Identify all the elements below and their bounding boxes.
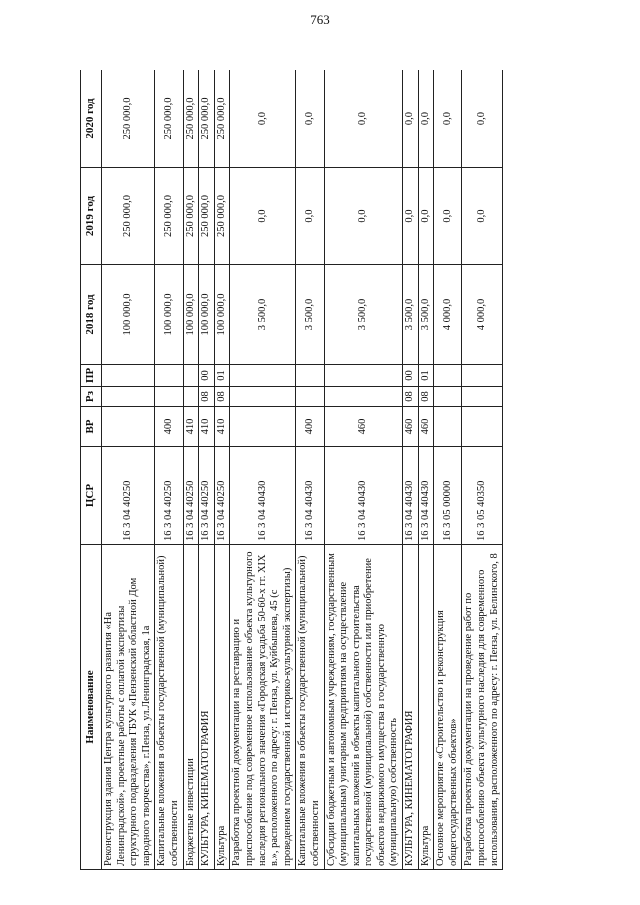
cell-2019: 250 000,0 xyxy=(102,168,155,265)
cell-2018: 100 000,0 xyxy=(155,265,183,365)
cell-vr: 460 xyxy=(418,407,434,447)
cell-2019: 0,0 xyxy=(296,168,324,265)
cell-name: Культура xyxy=(214,545,230,870)
cell-csr: 16 3 04 40250 xyxy=(199,447,215,545)
cell-pr xyxy=(324,365,403,387)
cell-name: Разработка проектной документации на проведение работ по приспособлению объекта культурного наследия для современного использования, расположенного по адресу: г. Пенза, ул. Белинского, 8 xyxy=(462,545,503,870)
table-row xyxy=(403,70,419,870)
cell-csr: 16 3 04 40250 xyxy=(102,447,155,545)
cell-rz xyxy=(324,387,403,407)
cell-name: КУЛЬТУРА, КИНЕМАТОГРАФИЯ xyxy=(199,545,215,870)
cell-vr xyxy=(462,407,503,447)
cell-pr xyxy=(434,365,462,387)
cell-vr: 410 xyxy=(183,407,199,447)
cell-rz xyxy=(102,387,155,407)
cell-2018: 3 500,0 xyxy=(324,265,403,365)
cell-vr xyxy=(102,407,155,447)
cell-rz: 08 xyxy=(199,387,215,407)
cell-csr: 16 3 05 40350 xyxy=(462,447,503,545)
cell-2020: 0,0 xyxy=(230,70,296,168)
cell-2018: 3 500,0 xyxy=(403,265,419,365)
table-row xyxy=(155,70,183,870)
cell-pr: 00 xyxy=(403,365,419,387)
table-row xyxy=(230,70,296,870)
cell-2020: 250 000,0 xyxy=(102,70,155,168)
cell-2018: 3 500,0 xyxy=(296,265,324,365)
cell-name: КУЛЬТУРА, КИНЕМАТОГРАФИЯ xyxy=(403,545,419,870)
table-row xyxy=(183,70,199,870)
page-number: 763 xyxy=(310,12,330,27)
header-2019: 2019 год xyxy=(81,168,102,265)
cell-2018: 3 500,0 xyxy=(230,265,296,365)
cell-2019: 0,0 xyxy=(324,168,403,265)
cell-csr: 16 3 04 40430 xyxy=(230,447,296,545)
header-pr: ПР xyxy=(81,365,102,387)
header-2018: 2018 год xyxy=(81,265,102,365)
cell-csr: 16 3 05 00000 xyxy=(434,447,462,545)
cell-csr: 16 3 04 40250 xyxy=(214,447,230,545)
header-name: Наименование xyxy=(81,545,102,870)
cell-pr xyxy=(102,365,155,387)
budget-table xyxy=(80,70,503,870)
cell-name: Субсидии бюджетным и автономным учреждениям, государственным (муниципальным) унитарным предприятиям на осуществление капитальных вложений в объекты капитального строительства государственной (муниципальной) собственности или приобретение объектов недвижимого имущества в государственную (муниципальную) собственность xyxy=(324,545,403,870)
cell-name: Капитальные вложения в объекты государственной (муниципальной) собственности xyxy=(155,545,183,870)
cell-2020: 250 000,0 xyxy=(199,70,215,168)
cell-rz xyxy=(434,387,462,407)
cell-rz xyxy=(230,387,296,407)
cell-2018: 4 000,0 xyxy=(462,265,503,365)
table-row xyxy=(324,70,403,870)
cell-rz: 08 xyxy=(214,387,230,407)
cell-2020: 0,0 xyxy=(462,70,503,168)
table-row xyxy=(199,70,215,870)
cell-vr: 400 xyxy=(155,407,183,447)
header-2020: 2020 год xyxy=(81,70,102,168)
header-rz: Рз xyxy=(81,387,102,407)
cell-2020: 0,0 xyxy=(418,70,434,168)
cell-name: Реконструкция здания Центра культурного развития «На Ленинградской», проектные работы с оплатой экспертизы структурного подразделения ГБУК «Пензенский областной Дом народного творчества», г.Пенза, ул.Ленинградская, 1а xyxy=(102,545,155,870)
cell-name: Бюджетные инвестиции xyxy=(183,545,199,870)
cell-pr xyxy=(296,365,324,387)
header-csr: ЦСР xyxy=(81,447,102,545)
table-row xyxy=(102,70,155,870)
cell-csr: 16 3 04 40430 xyxy=(324,447,403,545)
cell-csr: 16 3 04 40430 xyxy=(296,447,324,545)
table-row xyxy=(418,70,434,870)
cell-2018: 4 000,0 xyxy=(434,265,462,365)
cell-name: Основное мероприятие «Строительство и реконструкция общегосударственных объектов» xyxy=(434,545,462,870)
cell-csr: 16 3 04 40250 xyxy=(183,447,199,545)
table-row xyxy=(214,70,230,870)
cell-2018: 3 500,0 xyxy=(418,265,434,365)
cell-2019: 250 000,0 xyxy=(199,168,215,265)
cell-rz xyxy=(155,387,183,407)
cell-2019: 250 000,0 xyxy=(155,168,183,265)
cell-csr: 16 3 04 40430 xyxy=(403,447,419,545)
cell-name: Культура xyxy=(418,545,434,870)
cell-2019: 0,0 xyxy=(230,168,296,265)
cell-name: Капитальные вложения в объекты государственной (муниципальной) собственности xyxy=(296,545,324,870)
cell-2020: 0,0 xyxy=(403,70,419,168)
cell-2020: 250 000,0 xyxy=(155,70,183,168)
cell-2020: 0,0 xyxy=(296,70,324,168)
cell-pr: 00 xyxy=(199,365,215,387)
cell-csr: 16 3 04 40250 xyxy=(155,447,183,545)
cell-2018: 100 000,0 xyxy=(214,265,230,365)
cell-rz: 08 xyxy=(418,387,434,407)
cell-2020: 250 000,0 xyxy=(214,70,230,168)
cell-vr: 410 xyxy=(199,407,215,447)
cell-pr xyxy=(183,365,199,387)
cell-rz xyxy=(462,387,503,407)
rotated-table-area xyxy=(80,70,550,870)
cell-vr xyxy=(230,407,296,447)
cell-2019: 0,0 xyxy=(434,168,462,265)
cell-csr: 16 3 04 40430 xyxy=(418,447,434,545)
table-header-row xyxy=(81,70,102,870)
cell-pr: 01 xyxy=(214,365,230,387)
table-row xyxy=(296,70,324,870)
cell-vr: 460 xyxy=(403,407,419,447)
cell-vr: 400 xyxy=(296,407,324,447)
cell-2018: 100 000,0 xyxy=(183,265,199,365)
cell-pr xyxy=(230,365,296,387)
cell-2018: 100 000,0 xyxy=(102,265,155,365)
cell-rz: 08 xyxy=(403,387,419,407)
cell-2019: 250 000,0 xyxy=(183,168,199,265)
cell-2020: 0,0 xyxy=(324,70,403,168)
header-vr: ВР xyxy=(81,407,102,447)
cell-pr xyxy=(462,365,503,387)
cell-2019: 250 000,0 xyxy=(214,168,230,265)
cell-pr: 01 xyxy=(418,365,434,387)
cell-2018: 100 000,0 xyxy=(199,265,215,365)
cell-2019: 0,0 xyxy=(418,168,434,265)
cell-vr xyxy=(434,407,462,447)
cell-pr xyxy=(155,365,183,387)
table-row xyxy=(434,70,462,870)
table-row xyxy=(462,70,503,870)
cell-vr: 460 xyxy=(324,407,403,447)
cell-vr: 410 xyxy=(214,407,230,447)
cell-2020: 0,0 xyxy=(434,70,462,168)
cell-name: Разработка проектной документации на реставрацию и приспособление под современное использование объекта культурного наследия регионального значения «Городская усадьба 50-60-х гг. XIX в.», расположенного по адресу: г. Пенза, ул. Куйбышева, 45 (с проведением государственной и историко-культурной экспертизы) xyxy=(230,545,296,870)
cell-rz xyxy=(296,387,324,407)
cell-2020: 250 000,0 xyxy=(183,70,199,168)
cell-2019: 0,0 xyxy=(462,168,503,265)
cell-2019: 0,0 xyxy=(403,168,419,265)
cell-rz xyxy=(183,387,199,407)
